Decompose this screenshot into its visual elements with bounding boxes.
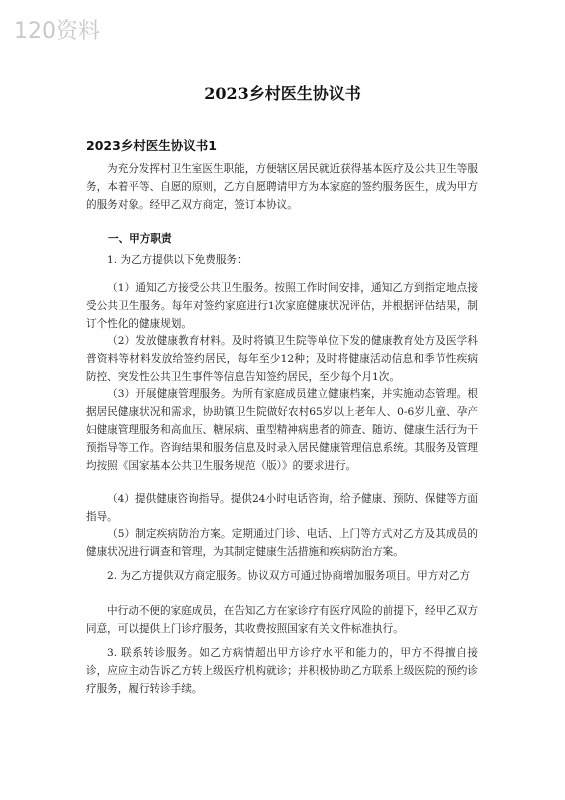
item-1-2-paragraph: （2）发放健康教育材料。及时将镇卫生院等单位下发的健康教育处方及医学科普资料等材料发放给签约居民，每年至少12种；及时将健康活动信息和季节性疾病防控、突发性公共卫生事件等信息告知签约居民，至少每个月1次。 xyxy=(86,335,478,383)
item-3-paragraph: 3. 联系转诊服务。如乙方病情超出甲方诊疗水平和能力的，甲方不得擅自接诊，应应主动告诉乙方转上级医疗机构就诊；并积极协助乙方联系上级医院的预约诊疗服务，履行转诊手续。 xyxy=(86,647,478,695)
item-2-continued-paragraph: 中行动不便的家庭成员，在告知乙方在家诊疗有医疗风险的前提下，经甲乙双方同意，可以提供上门诊疗服务，其收费按照国家有关文件标准执行。 xyxy=(86,605,478,635)
item-1-5-paragraph: （5）制定疾病防治方案。定期通过门诊、电话、上门等方式对乙方及其成员的健康状况进行调查和管理，为其制定健康生活措施和疾病防治方案。 xyxy=(86,528,478,558)
document-title: 2023乡村医生协议书 xyxy=(204,84,361,103)
item-1-paragraph: 1. 为乙方提供以下免费服务： xyxy=(107,254,248,266)
intro-paragraph: 为充分发挥村卫生室医生职能，方便辖区居民就近获得基本医疗及公共卫生等服务，本着平等、自愿的原则，乙方自愿聘请甲方为本家庭的签约服务医生，成为甲方的服务对象。经甲乙双方商定，签订本协议。 xyxy=(86,163,478,211)
heading-party-a-duties: 一、甲方职责 xyxy=(108,233,172,245)
watermark-logo: 120资料 xyxy=(14,19,100,44)
section-title: 2023乡村医生协议书1 xyxy=(86,138,217,153)
item-2-paragraph: 2. 为乙方提供双方商定服务。协议双方可通过协商增加服务项目。甲方对乙方 xyxy=(107,570,471,582)
item-1-3-paragraph: （3）开展健康管理服务。为所有家庭成员建立健康档案，并实施动态管理。根据居民健康状况和需求，协助镇卫生院做好农村65岁以上老年人、0-6岁儿童、孕产妇健康管理服务和高血压、糖尿病、重型精神病患者的筛查、随访、健康生活行为干预指导等工作。咨询结果和服务信息及时录入居民健康管理信息系统。其服务及管理均按照《国家基本公共卫生服务规范（版）》的要求进行。 xyxy=(86,388,478,472)
item-1-1-paragraph: （1）通知乙方接受公共卫生服务。按照工作时间安排，通知乙方到指定地点接受公共卫生服务。每年对签约家庭进行1次家庭健康状况评估，并根据评估结果，制订个性化的健康规划。 xyxy=(86,282,478,330)
item-1-4-paragraph: （4）提供健康咨询指导。提供24小时电话咨询，给予健康、预防、保健等方面指导。 xyxy=(86,493,478,523)
